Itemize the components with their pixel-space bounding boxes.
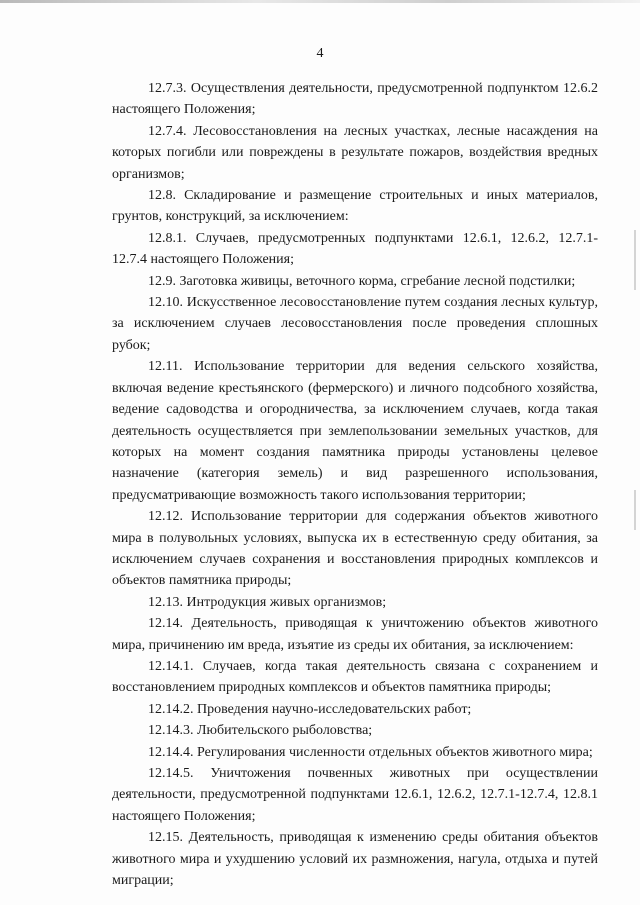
paragraph: 12.14.4. Регулирования численности отдельных объектов животного мира; (148, 744, 593, 760)
scan-edge-mark (634, 490, 636, 530)
paragraph: 12.10. Искусственное лесовосстановление путем создания лесных культур, за исключением случаев лесовосстановления после проведения сплошных рубок; (112, 295, 598, 353)
scan-edge (0, 0, 640, 3)
page-number: 4 (316, 46, 324, 61)
paragraph: 12.7.4. Лесовосстановления на лесных участках, лесные насаждения на которых погибли или повреждены в результате пожаров, воздействия вредных организмов; (112, 123, 598, 182)
paragraph: 12.8.1. Случаев, предусмотренных подпунктами 12.6.1, 12.6.2, 12.7.1-12.7.4 настоящего Положения; (112, 230, 598, 268)
paragraph: 12.8. Складирование и размещение строительных и иных материалов, грунтов, конструкций, за исключением: (112, 188, 598, 225)
paragraph: 12.15. Деятельность, приводящая к изменению среды обитания объектов животного мира и ухудшению условий их размножения, нагула, отдыха и путей миграции; (112, 830, 598, 889)
document-body (112, 78, 598, 891)
paragraph: 12.13. Интродукция живых организмов; (148, 594, 387, 610)
paragraph: 12.9. Заготовка живицы, веточного корма, сгребание лесной подстилки; (148, 273, 576, 289)
paragraph: 12.14.3. Любительского рыболовства; (148, 723, 373, 739)
paragraph: 12.12. Использование территории для содержания объектов животного мира в полувольных условиях, выпуска их в естественную среду обитания, за исключением случаев сохранения и восстановления природных комплексов и объектов памятника природы; (112, 509, 598, 589)
paragraph: 12.14.1. Случаев, когда такая деятельность связана с сохранением и восстановлением природных комплексов и объектов памятника природы; (112, 658, 598, 696)
paragraph: 12.14.2. Проведения научно-исследовательских работ; (148, 701, 472, 717)
scan-edge-mark (634, 230, 636, 290)
paragraph: 12.7.3. Осуществления деятельности, предусмотренной подпунктом 12.6.2 настоящего Положения; (112, 81, 598, 118)
paragraph: 12.14. Деятельность, приводящая к уничтожению объектов животного мира, причинению им вреда, изъятие из среды их обитания, за исключением: (112, 616, 598, 653)
paragraph: 12.14.5. Уничтожения почвенных животных при осуществлении деятельности, предусмотренной подпунктами 12.6.1, 12.6.2, 12.7.1-12.7.4, 12.8.1 настоящего Положения; (112, 766, 598, 824)
paragraph: 12.11. Использование территории для ведения сельского хозяйства, включая ведение крестьянского (фермерского) и личного подсобного хозяйства, ведение садоводства и огородничества, за исключением случаев, когда такая деятельность осуществляется при землепользовании земельных участков, для которых на момент создания памятника природы установлены целевое назначение (категория земель) и вид разрешенного использования, предусматривающие возможность такого использования территории; (112, 359, 598, 503)
